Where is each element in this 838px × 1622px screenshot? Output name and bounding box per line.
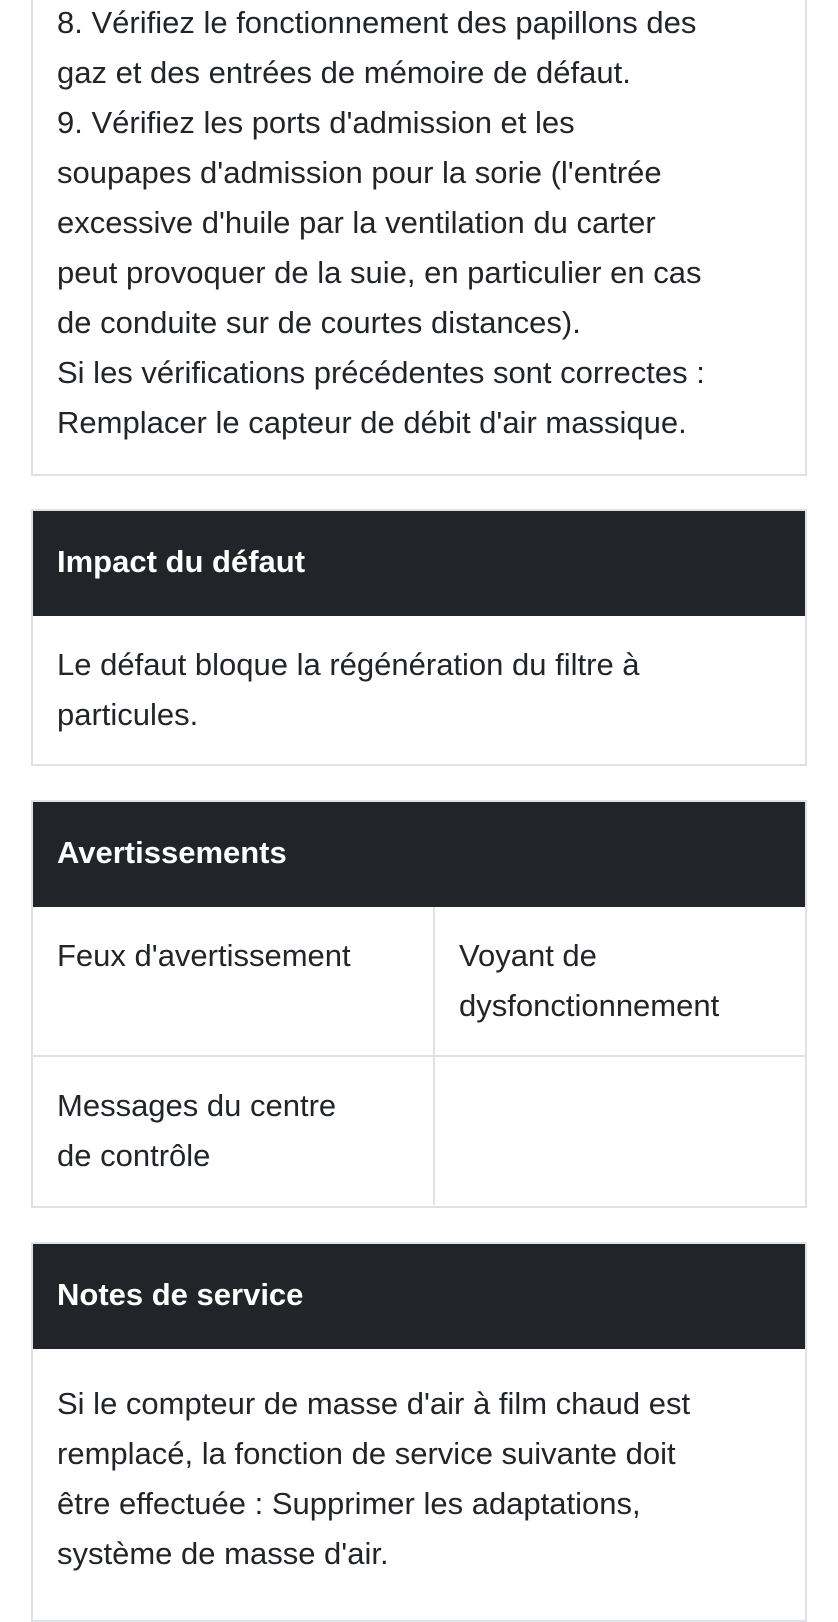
step-text-line: excessive d'huile par la ventilation du carter: [57, 205, 656, 240]
fault-impact-title: Impact du défaut: [33, 511, 805, 616]
warning-value: dysfonctionnement: [459, 988, 720, 1023]
warning-value: Voyant de: [459, 938, 597, 973]
fault-impact-text-line: particules.: [57, 697, 199, 732]
warning-value-cell: [434, 907, 805, 1056]
warning-label: de contrôle: [57, 1138, 211, 1173]
warning-value-cell: [434, 1056, 805, 1205]
step-text-line: gaz et des entrées de mémoire de défaut.: [57, 55, 631, 90]
fault-impact-card: [31, 509, 807, 766]
warning-label-cell: [33, 907, 434, 1056]
fault-impact-body: [33, 616, 805, 760]
service-notes-text-line: être effectuée : Supprimer les adaptations,: [57, 1486, 641, 1521]
warning-label-cell: [33, 1056, 434, 1205]
service-notes-text-line: remplacé, la fonction de service suivante doit: [57, 1436, 676, 1471]
step-text-line: peut provoquer de la suie, en particulier en cas: [57, 255, 702, 290]
step-text-line: Si les vérifications précédentes sont correctes :: [57, 355, 705, 390]
service-notes-card: [31, 1242, 807, 1622]
step-text-line: 9. Vérifiez les ports d'admission et les: [57, 105, 575, 140]
step-text-line: soupapes d'admission pour la sorie (l'entrée: [57, 155, 662, 190]
fault-impact-text-line: Le défaut bloque la régénération du filtre à: [57, 647, 640, 682]
service-notes-title: Notes de service: [33, 1244, 805, 1349]
diagnostic-steps-body: [33, 0, 805, 468]
warning-label: Messages du centre: [57, 1088, 337, 1123]
step-text-line: Remplacer le capteur de débit d'air massique.: [57, 405, 687, 440]
step-text-line: 8. Vérifiez le fonctionnement des papillons des: [57, 5, 697, 40]
diagnostic-steps-card: [31, 0, 807, 476]
service-notes-text-line: système de masse d'air.: [57, 1536, 389, 1571]
service-notes-body: [33, 1349, 805, 1599]
warnings-table: [33, 907, 805, 1205]
table-row: [33, 1056, 805, 1205]
service-notes-text-line: Si le compteur de masse d'air à film chaud est: [57, 1386, 691, 1421]
step-text-line: de conduite sur de courtes distances).: [57, 305, 581, 340]
warnings-card: [31, 800, 807, 1208]
warnings-title: Avertissements: [33, 802, 805, 907]
table-row: [33, 907, 805, 1056]
warning-label: Feux d'avertissement: [57, 938, 351, 973]
